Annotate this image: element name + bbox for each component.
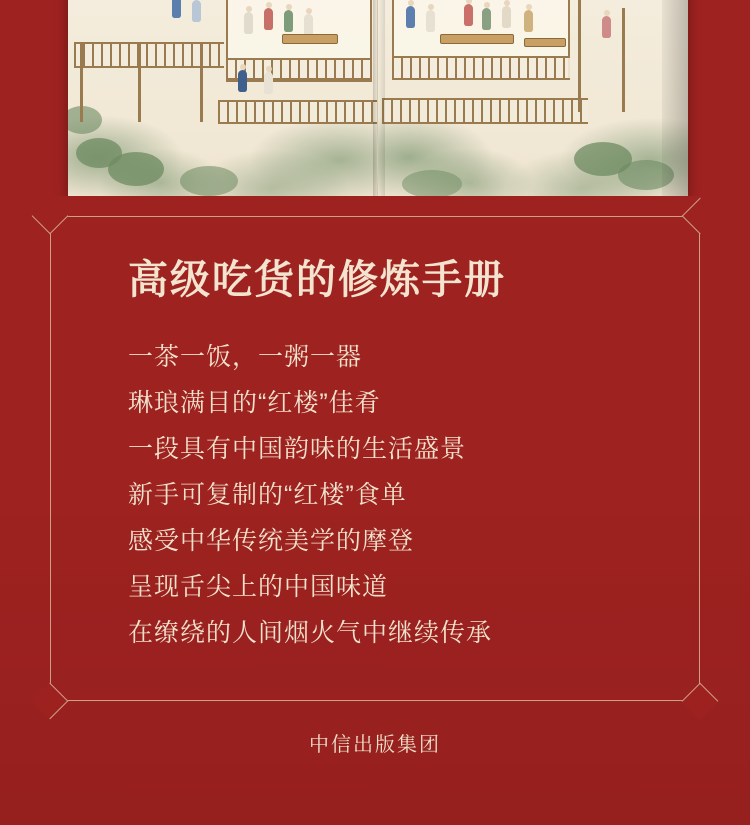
foliage-blob: [402, 170, 462, 196]
list-item: 琳琅满目的“红楼”佳肴: [128, 389, 381, 417]
list-item: 在缭绕的人间烟火气中继续传承: [128, 619, 493, 647]
railing-post: [138, 42, 141, 122]
frame-corner-bottom-left: [32, 683, 69, 720]
frame-corner-top-right: [682, 198, 719, 235]
figure: [304, 14, 313, 36]
figure: [284, 10, 293, 32]
figure: [406, 6, 415, 28]
foliage-blob: [108, 152, 164, 186]
lower-railing: [382, 98, 588, 124]
frame-corner-top-left: [32, 198, 69, 235]
page-title: 高级吃货的修炼手册: [128, 258, 506, 302]
figure: [172, 0, 181, 18]
lower-railing: [218, 100, 378, 124]
pavilion-railing: [226, 58, 372, 80]
list-item: 感受中华传统美学的摩登: [128, 527, 415, 555]
book-center-fold: [373, 0, 385, 196]
figure: [244, 12, 253, 34]
book-page-right: [378, 0, 688, 196]
book-page-left: [68, 0, 378, 196]
railing-post: [200, 42, 203, 122]
pavilion-railing: [392, 56, 570, 80]
book-page-edge: [662, 0, 688, 196]
figure: [192, 0, 201, 22]
artwork-region: [0, 0, 750, 196]
banquet-table: [282, 34, 338, 44]
list-item: 新手可复制的“红楼”食单: [128, 481, 407, 509]
banquet-table: [440, 34, 514, 44]
figure: [264, 72, 273, 94]
railing-post: [622, 8, 625, 112]
frame-corner-bottom-right: [682, 683, 719, 720]
figure: [264, 8, 273, 30]
tagline-list: [128, 334, 660, 656]
foliage-blob: [180, 166, 238, 196]
publisher-name: 中信出版集团: [309, 734, 441, 756]
figure: [464, 4, 473, 26]
figure: [238, 70, 247, 92]
list-item: 一段具有中国韵味的生活盛景: [128, 435, 467, 463]
figure: [426, 10, 435, 32]
open-book-illustration: [68, 0, 688, 196]
list-item: 呈现舌尖上的中国味道: [128, 573, 389, 601]
figure: [602, 16, 611, 38]
banquet-table: [524, 38, 566, 47]
railing-post: [578, 0, 581, 112]
panel-content: [128, 256, 660, 677]
figure: [524, 10, 533, 32]
list-item: 一茶一饭，一粥一器: [128, 343, 363, 371]
text-panel: [50, 216, 700, 701]
figure: [502, 6, 511, 28]
figure: [482, 8, 491, 30]
railing-post: [80, 42, 83, 122]
